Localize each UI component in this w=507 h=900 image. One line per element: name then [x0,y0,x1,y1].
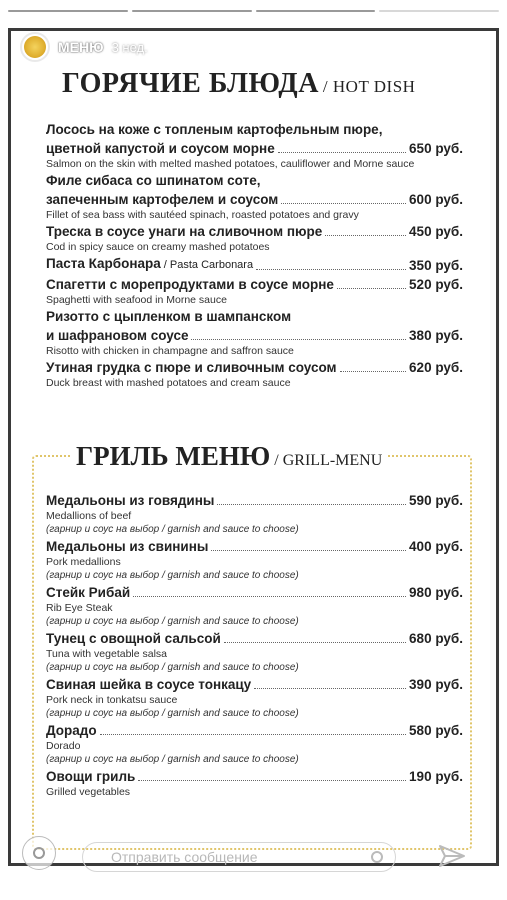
item-line [46,675,463,694]
item-name-line1: Лосось на коже с топленым картофельным пюре, [46,122,383,137]
item-name-text: Медальоны из говядины [46,493,215,508]
item-name-text: Стейк Рибай [46,585,131,600]
item-description: Duck breast with mashed potatoes and cream sauce [46,377,291,389]
item-price: 650 руб. [409,141,463,156]
hot-dish-title-en: / HOT DISH [322,77,416,96]
item-name [46,275,334,294]
dot-leader [281,203,406,204]
dot-leader [325,235,406,236]
item-line [46,629,463,648]
story-header [20,32,148,62]
item-name-text: и шафрановом соусе [46,328,189,343]
menu-item [46,120,463,171]
item-name-text: Дорадо [46,723,97,738]
grill-menu-title-en: / GRILL-MENU [274,452,383,469]
hot-dish-title-ru: ГОРЯЧИЕ БЛЮДА [62,68,319,99]
item-price: 380 руб. [409,328,463,343]
item-price: 350 руб. [409,258,463,273]
menu-item [46,275,463,307]
item-name-text: Тунец с овощной сальсой [46,631,221,646]
avatar[interactable] [20,32,50,62]
menu-item [46,767,463,799]
item-price: 450 руб. [409,224,463,239]
item-line [46,491,463,510]
send-icon[interactable] [436,840,468,872]
item-line [46,275,463,294]
menu-item [46,222,463,254]
camera-icon[interactable] [22,836,56,870]
item-name [46,190,278,209]
item-name-text: Спагетти с морепродуктами в соусе морне [46,277,334,292]
dot-leader [133,596,406,597]
item-garnish-note: (гарнир и соус на выбор / garnish and sauce to choose) [46,754,299,765]
camera-lens [33,847,45,859]
progress-segment [256,10,376,12]
dot-leader [211,550,406,551]
item-name-text: Треска в соусе унаги на сливочном пюре [46,224,323,239]
item-line [46,222,463,241]
item-name [46,583,130,602]
progress-segment [132,10,252,12]
item-price: 580 руб. [409,723,463,738]
menu-item [46,537,463,582]
item-name [46,675,251,694]
item-name-line1: Филе сибаса со шпинатом соте, [46,173,261,188]
menu-item [46,675,463,720]
item-garnish-note: (гарнир и соус на выбор / garnish and sauce to choose) [46,708,299,719]
item-description: Fillet of sea bass with sautéed spinach, roasted potatoes and gravy [46,209,359,221]
story-progress-bar [8,10,499,12]
item-name-text: Паста Карбонара [46,256,161,271]
item-line [46,583,463,602]
dot-leader [100,734,406,735]
menu-item [46,721,463,766]
item-description: Grilled vegetables [46,786,131,798]
item-name [46,629,221,648]
grill-menu-title-ru: ГРИЛЬ МЕНЮ [76,441,271,471]
dot-leader [138,780,406,781]
item-name-text: запеченным картофелем и соусом [46,192,279,207]
dot-leader [278,152,406,153]
menu-item [46,629,463,674]
grill-menu-title [70,441,388,472]
item-name-text: Утиная грудка с пюре и сливочным соусом [46,360,337,375]
item-description: Cod in spicy sauce on creamy mashed potatoes [46,241,270,253]
item-line [46,254,463,275]
item-name-line1: Ризотто с цыпленком в шампанском [46,309,292,324]
dot-leader [191,339,406,340]
reply-placeholder: Отправить сообщение [111,849,258,865]
item-description: Dorado [46,740,81,752]
item-description: Pork medallions [46,556,121,568]
item-line [46,537,463,556]
progress-segment [8,10,128,12]
dot-leader [340,371,407,372]
item-description: Spaghetti with seafood in Morne sauce [46,294,227,306]
reply-message-input[interactable] [82,842,396,872]
item-name-text: Медальоны из свинины [46,539,209,554]
item-name [46,254,253,275]
progress-segment [379,10,499,12]
item-description: Risotto with chicken in champagne and saffron sauce [46,345,294,357]
item-line [46,767,463,786]
item-name [46,222,322,241]
hot-dish-title [62,68,415,100]
menu-item [46,171,463,222]
item-name [46,358,337,377]
item-description: Medallions of beef [46,510,132,522]
item-garnish-note: (гарнир и соус на выбор / garnish and sauce to choose) [46,662,299,673]
item-description: Pork neck in tonkatsu sauce [46,694,178,706]
hot-dish-list [46,120,463,390]
item-name-text: Овощи гриль [46,769,136,784]
item-line [46,358,463,377]
item-price: 600 руб. [409,192,463,207]
dot-leader [254,688,406,689]
item-price: 390 руб. [409,677,463,692]
item-price: 980 руб. [409,585,463,600]
item-garnish-note: (гарнир и соус на выбор / garnish and sauce to choose) [46,616,299,627]
item-price: 590 руб. [409,493,463,508]
menu-item [46,583,463,628]
item-name [46,721,97,740]
item-line [46,721,463,740]
story-time: 3 нед. [111,39,148,55]
item-price: 620 руб. [409,360,463,375]
item-price: 680 руб. [409,631,463,646]
item-price: 520 руб. [409,277,463,292]
sticker-icon[interactable] [371,851,383,863]
dot-leader [217,504,406,505]
menu-item [46,358,463,390]
item-name-en: / Pasta Carbonara [160,259,254,271]
item-name [46,767,135,786]
menu-item [46,254,463,275]
item-description: Rib Eye Steak [46,602,113,614]
dot-leader [256,269,406,270]
item-name [46,537,208,556]
item-price: 190 руб. [409,769,463,784]
item-line [46,190,463,209]
dot-leader [337,288,406,289]
item-line [46,326,463,345]
item-name-text: Свиная шейка в соусе тонкацу [46,677,252,692]
dot-leader [224,642,406,643]
item-description: Tuna with vegetable salsa [46,648,168,660]
item-name [46,491,214,510]
item-line [46,139,463,158]
item-name [46,326,188,345]
avatar-image [24,36,46,58]
story-username[interactable]: МЕНЮ [58,39,104,55]
item-price: 400 руб. [409,539,463,554]
item-garnish-note: (гарнир и соус на выбор / garnish and sauce to choose) [46,570,299,581]
menu-item [46,491,463,536]
item-description: Salmon on the skin with melted mashed potatoes, cauliflower and Morne sauce [46,158,415,170]
item-garnish-note: (гарнир и соус на выбор / garnish and sauce to choose) [46,524,299,535]
item-name [46,139,275,158]
item-name-text: цветной капустой и соусом морне [46,141,275,156]
menu-item [46,307,463,358]
grill-menu-list [46,491,463,800]
